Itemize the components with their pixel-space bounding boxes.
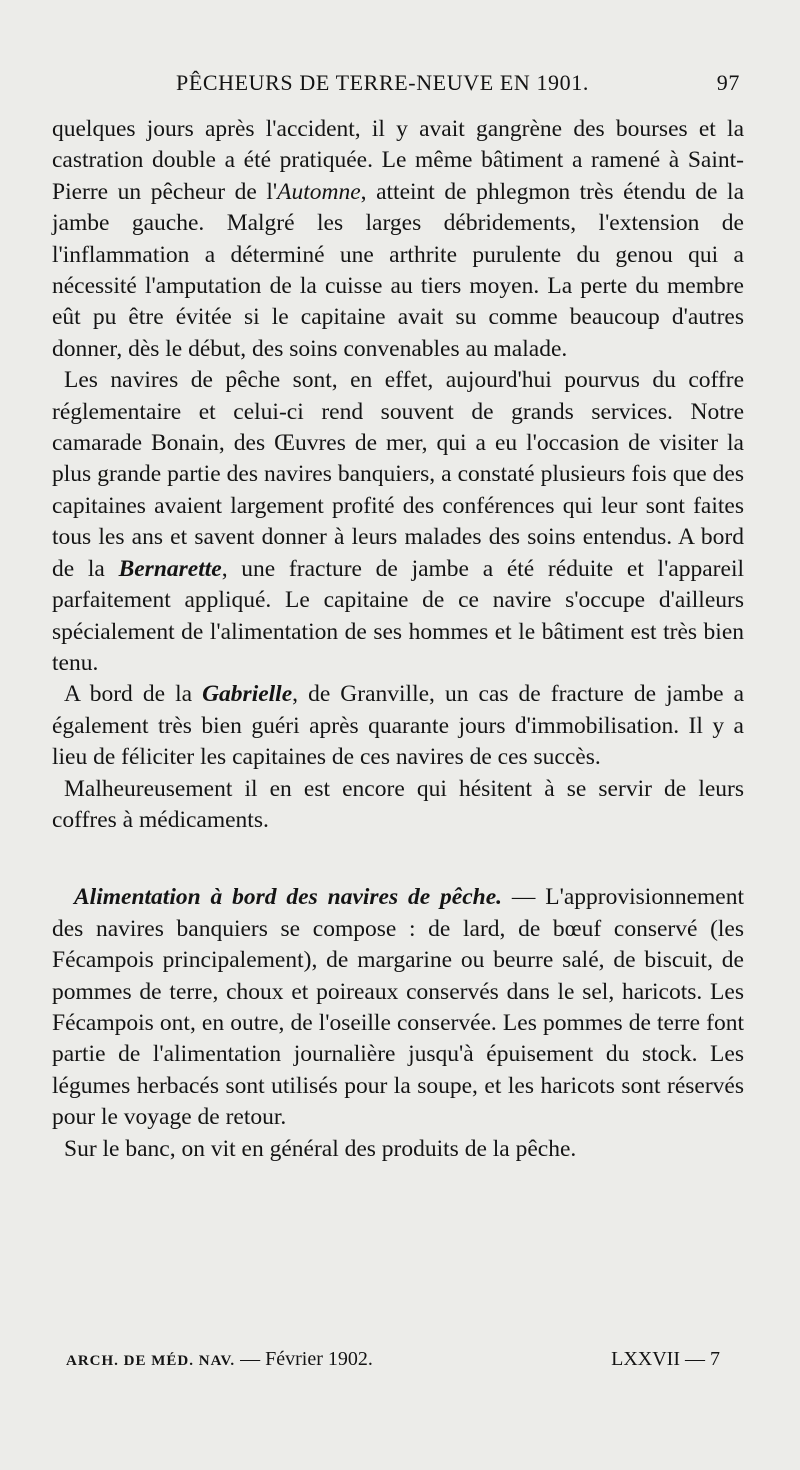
paragraph-1-text-b: , atteint de phlegmon très étendu de la jambe gauche. Malgré les larges débridements, l'extension de l'inflammation a déterminé une arthrite purulente du genou qui a nécessité l'amputation de la cuisse au tiers moyen. La perte du membre eût pu être évitée si le capitaine avait su comme beaucoup d'autres donner, dès le début, des soins convenables au malade. — [52, 178, 745, 362]
paragraph-3-text-b: , de Granville, un cas de fracture de jambe a également très bien guéri après quarante jours d'immobilisation. Il y a lieu de féliciter les capitaines de ces navires de ces succès. — [52, 681, 744, 771]
footer-source — [66, 1348, 373, 1371]
paragraph-4: Malheureusement il en est encore qui hésitent à se servir de leurs coffres à médicaments. — [52, 775, 744, 833]
paragraph-1 — [52, 114, 744, 365]
ship-name-gabrielle: Gabrielle — [202, 681, 293, 708]
paragraph-3-text-a: A bord de la — [64, 681, 203, 708]
running-head — [52, 70, 740, 100]
paragraph-2-text-a: Les navires de pêche sont, en effet, aujourd'hui pourvus du coffre réglementaire et celui-ci rend souvent de grands services. Notre camarade Bonain, des Œuvres de mer, qui a eu l'occasion de visiter la plus grande partie des navires banquiers, a constaté plusieurs fois que des capitaines avaient largement profité des conférences qui leur sont faites tous les ans et savent donner à leurs malades des soins entendus. A bord de la — [52, 367, 744, 582]
body-text — [52, 114, 744, 1165]
paragraph-2 — [52, 365, 744, 679]
paragraph-1-text-a: quelques jours après l'accident, il y avait gangrène des bourses et la castration double a été pratiquée. Le même bâtiment a ramené à Saint-Pierre un pêcheur de l' — [52, 116, 744, 205]
running-title: PÊCHEURS DE TERRE-NEUVE EN 1901. — [176, 70, 589, 95]
footer-date: — Février 1902. — [235, 1348, 373, 1370]
page-footer — [66, 1348, 720, 1376]
section-heading: Alimentation à bord des navires de pêche. — [74, 884, 503, 911]
ship-name-bernarette: Bernarette — [118, 555, 222, 582]
paragraph-6: Sur le banc, on vit en général des produits de la pêche. — [64, 1135, 577, 1162]
footer-journal: ARCH. DE MÉD. NAV. — [66, 1353, 236, 1369]
paragraph-5-text: — L'approvisionnement des navires banquiers se compose : de lard, de bœuf conservé (les Fécampois principalement), de margarine ou beurre salé, de biscuit, de pommes de terre, choux et poireaux conservés dans le sel, haricots. Les Fécampois ont, en outre, de l'oseille conservée. Les pommes de terre font partie de l'alimentation journalière jusqu'à épuisement du stock. Les légumes herbacés sont utilisés pour la soupe, et les haricots sont réservés pour le voyage de retour. — [52, 884, 745, 1131]
paragraph-5 — [52, 882, 744, 1133]
paragraph-3 — [52, 679, 744, 773]
footer-signature: LXXVII — 7 — [611, 1348, 720, 1370]
paragraph-2-text-b: , une fracture de jambe a été réduite et l'appareil parfaitement appliqué. Le capitaine de ce navire s'occupe d'ailleurs spécialement de l'alimentation de ses hommes et le bâtiment est très bien tenu. — [52, 555, 744, 676]
ship-name-automne: Automne — [277, 178, 361, 205]
page-number: 97 — [716, 70, 740, 95]
